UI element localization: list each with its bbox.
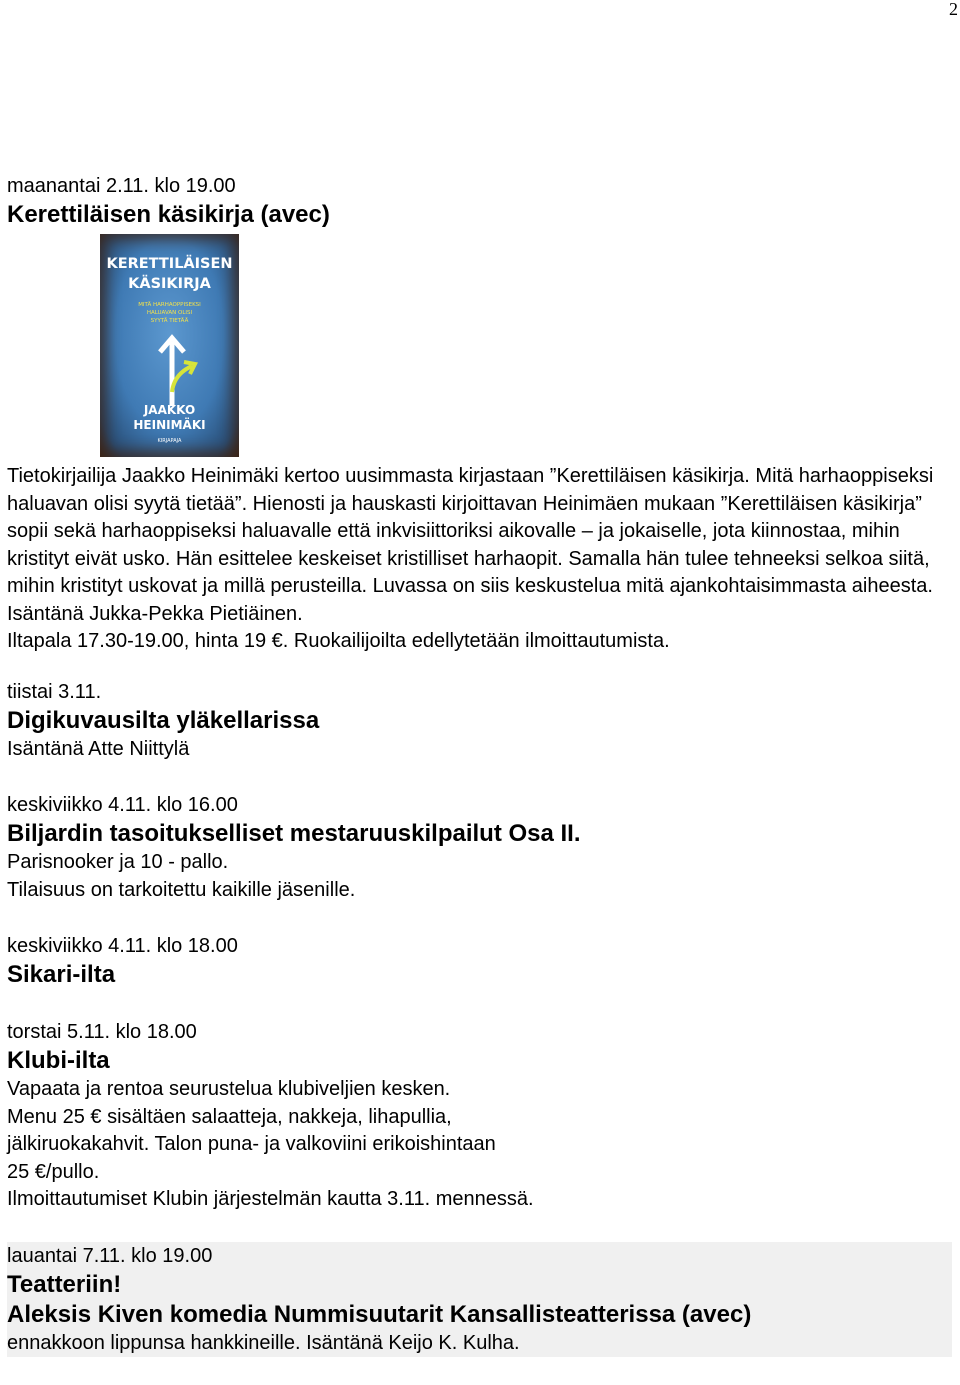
event-date: torstai 5.11. klo 18.00 [7, 1021, 197, 1043]
cover-subtitle-line1: MITÄ HARHAOPPISEKSI [138, 302, 201, 308]
event-title: Digikuvausilta yläkellarissa [7, 706, 320, 734]
event-biljardi [7, 791, 952, 904]
event-host: Isäntänä Jukka-Pekka Pietiäinen. [7, 602, 303, 625]
event-description: Tietokirjailija Jaakko Heinimäki kertoo uusimmasta kirjastaan ”Kerettiläisen käsikirja. Mitä harhaoppiseksi haluavan olisi syytä tietää”. Hienosti ja hauskasti kirjoittavan Heinimäen mukaan ”Kerettiläisen käsikirja” sopii sekä harhaoppiseksi haluavalle että inkvisiittoriksi aikovalle – ja jokaiselle, jota kiinnostaa, mihin kristityt eivät usko. Hän esittelee keskeiset kristilliset harhaopit. Samalla hän tulee tehneeksi selkoa siitä, mihin kristityt uskovat ja millä perusteilla. Luvassa on siis keskustelua mitä ajankohtaisimmasta aiheesta. [7, 465, 934, 597]
cover-author-line2: HEINIMÄKI [133, 418, 206, 432]
event-date: keskiviikko 4.11. klo 18.00 [7, 935, 238, 957]
event-list [7, 172, 952, 1357]
cover-author-line1: JAAKKO [143, 403, 196, 417]
event-line: Vapaata ja rentoa seurustelua klubiveljien kesken. [7, 1078, 451, 1100]
fork-arrow-icon [160, 338, 195, 406]
event-sikari-ilta [7, 932, 952, 990]
event-kerettilaisen-kasikirja [7, 172, 952, 656]
event-line: jälkiruokakahvit. Talon puna- ja valkoviini erikoishintaan [7, 1133, 496, 1155]
event-line: Menu 25 € sisältäen salaatteja, nakkeja, lihapullia, [7, 1105, 452, 1128]
cover-title-line1: KERETTILÄISEN [106, 256, 233, 272]
event-note: Iltapala 17.30-19.00, hinta 19 €. Ruokailijoilta edellytetään ilmoittautumista. [7, 630, 670, 652]
event-title: Kerettiläisen käsikirja (avec) [7, 201, 330, 228]
event-title: Klubi-ilta [7, 1047, 110, 1074]
book-cover-image [100, 234, 239, 457]
event-klubi-ilta [7, 1018, 952, 1214]
page-number: 2 [949, 0, 958, 19]
event-subtitle: Aleksis Kiven komedia Nummisuutarit Kansallisteatterissa (avec) [7, 1300, 752, 1328]
cover-subtitle-line2: HALUAVAN OLISI [146, 310, 193, 316]
event-date: keskiviikko 4.11. klo 16.00 [7, 794, 238, 816]
event-line: Tilaisuus on tarkoitettu kaikille jäsenille. [7, 878, 356, 901]
event-date: lauantai 7.11. klo 19.00 [7, 1244, 213, 1267]
event-title: Biljardin tasoitukselliset mestaruuskilpailut Osa II. [7, 820, 581, 847]
event-line: 25 €/pullo. [7, 1160, 100, 1183]
event-line: Parisnooker ja 10 - pallo. [7, 851, 229, 873]
event-date: tiistai 3.11. [7, 680, 102, 703]
cover-title-line2: KÄSIKIRJA [128, 276, 211, 292]
event-digikuvausilta [7, 678, 952, 764]
book-cover-art [100, 234, 239, 457]
event-date: maanantai 2.11. klo 19.00 [7, 175, 236, 197]
event-title: Teatteriin! [7, 1270, 122, 1298]
event-line: Ilmoittautumiset Klubin järjestelmän kautta 3.11. mennessä. [7, 1188, 534, 1210]
cover-subtitle-line3: SYYTÄ TIETÄÄ [150, 318, 189, 324]
event-host: Isäntänä Atte Niittylä [7, 737, 190, 760]
cover-publisher: KIRJAPAJA [157, 438, 182, 444]
event-line: ennakkoon lippunsa hankkineille. Isäntänä Keijo K. Kulha. [7, 1331, 520, 1354]
event-title: Sikari-ilta [7, 961, 116, 988]
event-teatteriin [7, 1242, 952, 1358]
